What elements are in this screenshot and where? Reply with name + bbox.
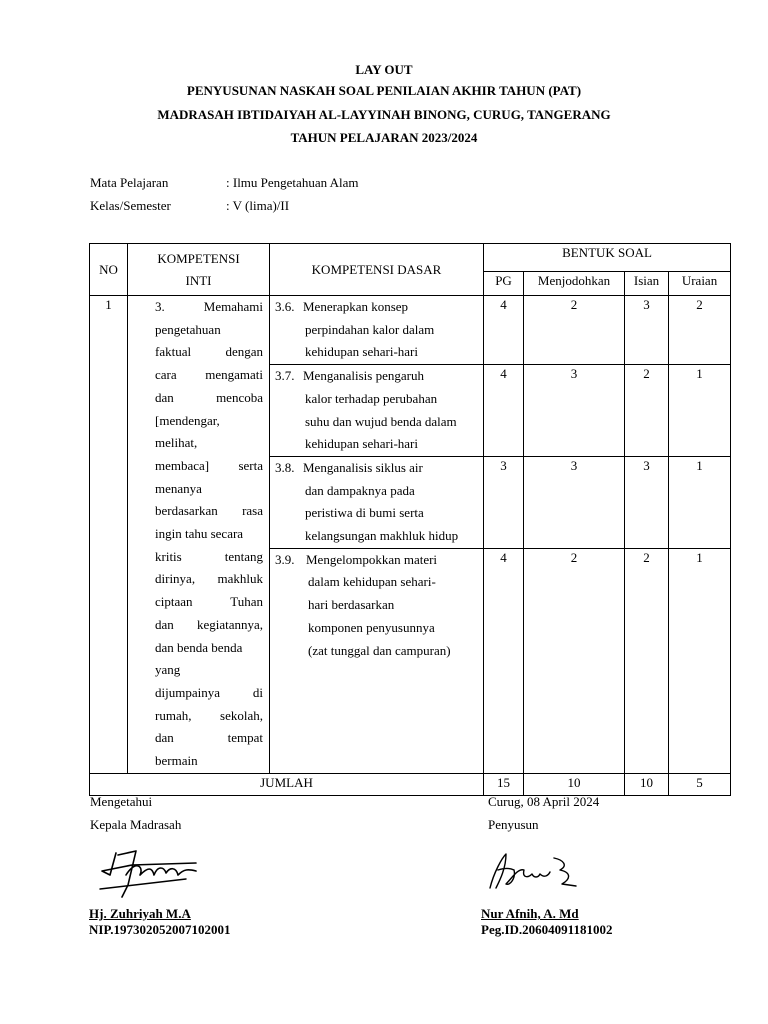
- kd-text-line: Menganalisis pengaruh: [303, 368, 424, 384]
- total-isian: 10: [625, 773, 669, 795]
- pg-value: 3: [484, 456, 524, 548]
- right-caption-2: Penyusun: [488, 817, 539, 832]
- ki-text-line: melihat,: [155, 435, 198, 451]
- header-menjodohkan: Menjodohkan: [524, 272, 625, 296]
- ki-text-line: dan mencoba: [155, 389, 263, 405]
- author-signature-icon: [484, 848, 580, 896]
- kd-text-line: Menganalisis siklus air: [303, 459, 423, 475]
- layout-table: [89, 243, 731, 796]
- kd-text-line: kehidupan sehari-hari: [305, 344, 418, 360]
- kd-text-line: komponen penyusunnya: [308, 619, 435, 635]
- kd-text-line: kehidupan sehari-hari: [305, 436, 418, 452]
- header-ki-line2: INTI: [185, 272, 212, 288]
- kd-text-line: (zat tunggal dan campuran): [308, 642, 451, 658]
- header-kompetensi-inti: [128, 244, 270, 296]
- ki-text-line: dan tempat: [155, 730, 263, 746]
- ki-text-line: dirinya, makhluk: [155, 571, 263, 587]
- academic-year: TAHUN PELAJARAN 2023/2024: [290, 130, 478, 145]
- ki-text-line: bermain: [155, 753, 198, 769]
- school-name: MADRASAH IBTIDAIYAH AL-LAYYINAH BINONG, CURUG, TANGERANG: [157, 107, 611, 122]
- ki-text-line: [mendengar,: [155, 412, 220, 428]
- headmaster-name: Hj. Zuhriyah M.A: [89, 906, 191, 921]
- kd-text-line: Menerapkan konsep: [303, 299, 409, 314]
- ki-text-line: pengetahuan: [155, 321, 221, 337]
- headmaster-nip: NIP.197302052007102001: [89, 922, 231, 937]
- ki-text-line: menanya: [155, 480, 202, 496]
- author-name: Nur Afnih, A. Md: [481, 906, 579, 921]
- kd-text-line: hari berdasarkan: [308, 597, 395, 613]
- total-label: JUMLAH: [90, 773, 484, 795]
- pg-value: 4: [484, 548, 524, 773]
- headmaster-signature-icon: [96, 845, 208, 901]
- isian-value: 3: [625, 296, 669, 365]
- header-uraian: Uraian: [669, 272, 731, 296]
- isian-value: 2: [625, 365, 669, 457]
- menjodohkan-value: 3: [524, 456, 625, 548]
- isian-value: 3: [625, 456, 669, 548]
- pg-value: 4: [484, 365, 524, 457]
- uraian-value: 1: [669, 456, 731, 548]
- kd-code: 3.8.: [275, 459, 295, 475]
- menjodohkan-value: 3: [524, 365, 625, 457]
- uraian-value: 2: [669, 296, 731, 365]
- kd-text-line: dalam kehidupan sehari-: [308, 574, 436, 590]
- kd-cell-3-8: [270, 456, 484, 548]
- uraian-value: 1: [669, 365, 731, 457]
- subject-value: : Ilmu Pengetahuan Alam: [226, 175, 359, 190]
- menjodohkan-value: 2: [524, 296, 625, 365]
- kd-code: 3.9.: [275, 551, 295, 567]
- kd-code: 3.7.: [275, 368, 295, 384]
- table-row: [90, 296, 731, 365]
- kd-text-line: dan dampaknya pada: [305, 482, 415, 498]
- left-caption-2: Kepala Madrasah: [90, 817, 182, 832]
- ki-text-line: membaca] serta: [155, 457, 263, 473]
- kd-text-line: perpindahan kalor dalam: [305, 321, 435, 337]
- kd-cell-3-7: [270, 365, 484, 457]
- kd-code: 3.6.: [275, 299, 295, 314]
- header-pg: PG: [484, 272, 524, 296]
- document-subtitle: PENYUSUNAN NASKAH SOAL PENILAIAN AKHIR TAHUN (PAT): [186, 83, 582, 98]
- kd-text-line: kelangsungan makhluk hidup: [305, 528, 459, 544]
- document-title: LAY OUT: [355, 62, 413, 77]
- ki-text-line: ciptaan Tuhan: [155, 594, 263, 610]
- row-number: 1: [90, 296, 128, 774]
- total-row: [90, 773, 731, 795]
- kd-text-line: Mengelompokkan materi: [306, 551, 438, 567]
- ki-text-line: dijumpainya di: [155, 684, 263, 700]
- ki-text-line: yang: [155, 662, 181, 678]
- right-caption-1: Curug, 08 April 2024: [488, 794, 600, 809]
- total-pg: 15: [484, 773, 524, 795]
- kd-text-line: kalor terhadap perubahan: [305, 390, 438, 406]
- menjodohkan-value: 2: [524, 548, 625, 773]
- kd-text-line: suhu dan wujud benda dalam: [305, 413, 457, 429]
- header-no: NO: [90, 244, 128, 296]
- ki-text-line: kritis tentang: [155, 548, 263, 564]
- header-kompetensi-dasar: KOMPETENSI DASAR: [270, 244, 484, 296]
- header-isian: Isian: [625, 272, 669, 296]
- ki-text-line: faktual dengan: [155, 344, 263, 360]
- ki-text-line: dan kegiatannya,: [155, 616, 263, 632]
- left-caption-1: Mengetahui: [90, 794, 153, 809]
- ki-text-line: cara mengamati: [155, 367, 263, 383]
- ki-text-line: berdasarkan rasa: [155, 503, 263, 519]
- ki-text-line: 3. Memahami: [155, 299, 263, 314]
- uraian-value: 1: [669, 548, 731, 773]
- class-value: : V (lima)/II: [226, 198, 290, 213]
- ki-text-line: dan benda benda: [155, 639, 243, 655]
- pg-value: 4: [484, 296, 524, 365]
- header-ki-line1: KOMPETENSI: [157, 250, 240, 266]
- ki-text-line: rumah, sekolah,: [155, 707, 263, 723]
- total-uraian: 5: [669, 773, 731, 795]
- author-peg-id: Peg.ID.20604091181002: [481, 922, 613, 937]
- subject-label: Mata Pelajaran: [90, 175, 169, 190]
- class-label: Kelas/Semester: [90, 198, 171, 213]
- isian-value: 2: [625, 548, 669, 773]
- kd-cell-3-6: [270, 296, 484, 365]
- ki-text-line: ingin tahu secara: [155, 526, 244, 542]
- kd-cell-3-9: [270, 548, 484, 773]
- header-bentuk-soal: BENTUK SOAL: [484, 244, 731, 272]
- kompetensi-inti-cell: [128, 296, 270, 774]
- kd-text-line: peristiwa di bumi serta: [305, 505, 424, 521]
- total-menjodohkan: 10: [524, 773, 625, 795]
